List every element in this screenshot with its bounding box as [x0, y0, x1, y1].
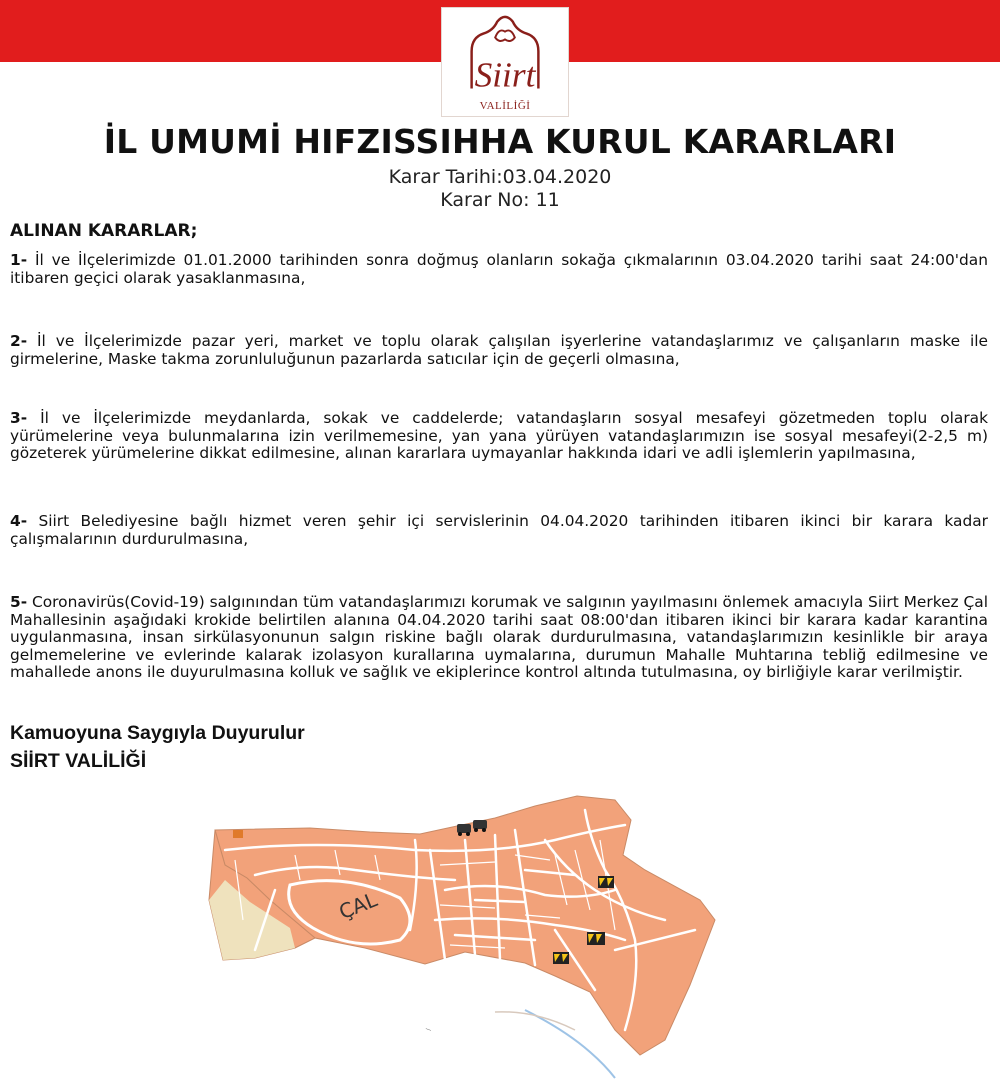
map-marker — [233, 830, 243, 838]
roadblock-icon — [553, 952, 569, 964]
page-title: İL UMUMİ HIFZISSIHHA KURUL KARARLARI — [103, 122, 897, 161]
closing-announcement: Kamuoyuna Saygıyla Duyurulur — [10, 722, 305, 744]
item-text: İl ve İlçelerimizde pazar yeri, market ve toplu olarak çalışılan işyerlerine vatandaşlarımız ve çalışanların maske ile girmelerine, Maske takma zorunluluğunun pazarlarda satıcılar için de geçerli olmasına, — [10, 332, 988, 368]
quarantine-area-map — [195, 780, 735, 1080]
item-text: İl ve İlçelerimizde 01.01.2000 tarihinden sonra doğmuş olanların sokağa çıkmalarının 03.04.2020 tarihi saat 24:00'dan itibaren geçici olarak yasaklanmasına, — [10, 251, 988, 287]
item-number: 3- — [10, 409, 28, 427]
decision-item — [10, 252, 988, 287]
road-label: — — [424, 1025, 433, 1034]
decision-item — [10, 410, 988, 463]
item-number: 4- — [10, 512, 28, 530]
decision-item — [10, 594, 988, 682]
item-number: 2- — [10, 332, 28, 350]
logo-caption: VALİLİĞİ — [479, 100, 531, 112]
decision-number: Karar No: 11 — [440, 189, 560, 211]
section-heading: ALINAN KARARLAR; — [10, 221, 198, 241]
item-text: Siirt Belediyesine bağlı hizmet veren şehir içi servislerinin 04.04.2020 tarihinden itibaren ikinci bir karara kadar çalışmalarının durdurulmasına, — [10, 512, 988, 548]
roadblock-icon — [587, 932, 605, 945]
decision-date: Karar Tarihi:03.04.2020 — [388, 166, 612, 188]
area-label: ÇAL — [335, 887, 381, 925]
decision-item — [10, 513, 988, 548]
logo-wordmark: Siirt — [474, 55, 536, 95]
item-text: Coronavirüs(Covid-19) salgınından tüm vatandaşlarımızı korumak ve salgının yayılmasını önlemek amacıyla Siirt Merkez Çal Mahallesinin aşağıdaki krokide belirtilen alanına 04.04.2020 tarihi saat 08:00'dan itibaren ikinci bir karara kadar karantina uygulanmasına, insan sirkülasyonunun salgın riskine bağlı olarak durdurulmasına, vatandaşlarımızın kesinlikle bir araya gelmemelerine ve evlerinde kalarak izolasyon kurallarına uymalarına, durumun Mahalle Muhtarına tebliğ edilmesine ve mahallede anons ile duyurulmasına kolluk ve sağlık ve ekiplerince kontrol altında tutulmasına, oy birliğiyle karar verilmiştir. — [10, 593, 988, 681]
decision-item — [10, 333, 988, 368]
siirt-valiligi-logo — [441, 7, 569, 117]
roadblock-icon — [598, 876, 614, 888]
closing-signature: SİİRT VALİLİĞİ — [10, 750, 147, 772]
item-number: 5- — [10, 593, 28, 611]
item-text: İl ve İlçelerimizde meydanlarda, sokak ve caddelerde; vatandaşların sosyal mesafeyi gözetmeden toplu olarak yürümelerine veya bulunmalarına izin verilmemesine, yan yana yürüyen vatandaşlarımızın ise sosyal mesafeyi(2-2,5 m) gözeterek yürümelerine dikkat edilmesine, alınan kararlara uymayanlar hakkında idari ve adli işlemlerin yapılmasına, — [10, 409, 988, 462]
item-number: 1- — [10, 251, 28, 269]
river-line — [525, 1010, 615, 1078]
